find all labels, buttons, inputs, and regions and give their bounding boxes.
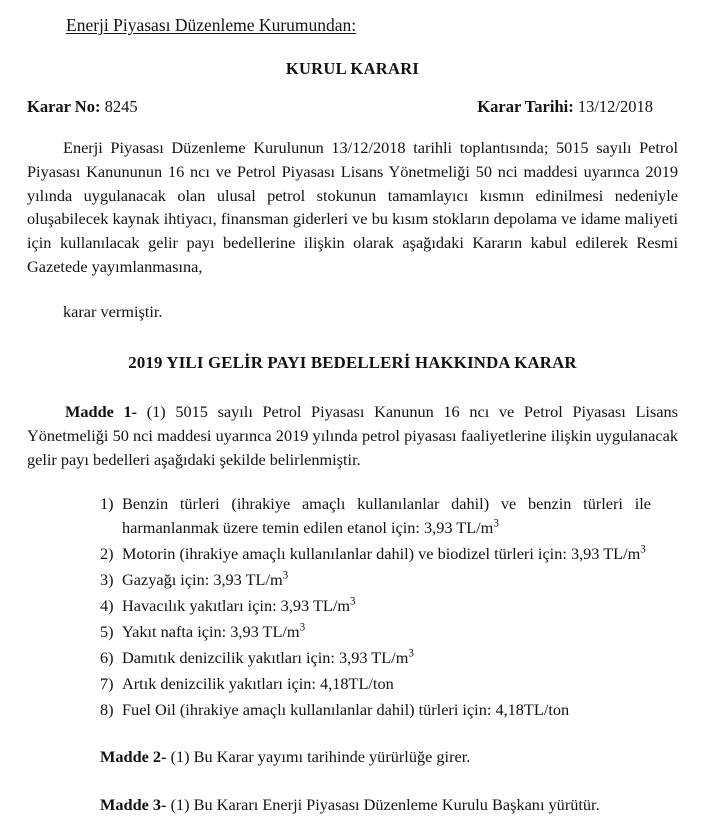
section-title: 2019 YILI GELİR PAYI BEDELLERİ HAKKINDA KARAR [128, 353, 577, 373]
madde-3-text: (1) Bu Kararı Enerji Piyasası Düzenleme Kurulu Başkanı yürütür. [170, 794, 600, 814]
madde-3-paragraph [27, 769, 678, 816]
madde-2-label: Madde 2- [100, 747, 167, 767]
unit-superscript: 3 [282, 569, 289, 582]
madde-3-label: Madde 3- [100, 794, 167, 814]
list-item [27, 646, 678, 669]
decision-date-value: 13/12/2018 [577, 96, 653, 116]
unit-superscript: 3 [299, 621, 306, 634]
list-item-text: Motorin (ihrakiye amaçlı kullanılanlar dahil) ve biodizel türleri için: 3,93 TL/m [122, 543, 641, 563]
issuing-agency-text: Enerji Piyasası Düzenleme Kurumundan: [66, 15, 357, 35]
list-item-marker: 4) [100, 595, 114, 615]
fuel-price-list [27, 471, 678, 721]
unit-superscript: 3 [493, 517, 499, 530]
decision-number [27, 97, 138, 118]
list-item-text: Havacılık yakıtları için: 3,93 TL/m [122, 595, 351, 615]
list-item-marker: 1) [100, 494, 114, 514]
intro-paragraph: Enerji Piyasası Düzenleme Kurulunun 13/12/2018 tarihli toplantısında; 5015 sayılı Petrol Piyasası Kanununun 16 ncı ve Petrol Piyasası Lisans Yönetmeliği 50 nci maddesi uyarınca 2019 yılında uygulanacak olan ulusal petrol stokunun tamamlayıcı kısmın edinilmesi nedeniyle oluşabilecek kaynak ihtiyacı, finansman giderleri ve bu kısım stokların depolama ve idame maliyeti için kullanılacak gelir payı bedellerine ilişkin olarak aşağıdaki Kararın kabul edilerek Resmi Gazetede yayımlanmasına, [27, 138, 678, 276]
list-item-text: Gazyağı için: 3,93 TL/m [122, 569, 283, 589]
unit-superscript: 3 [350, 595, 356, 608]
list-item-text: Yakıt nafta için: 3,93 TL/m [122, 621, 300, 641]
list-item [27, 542, 678, 565]
madde-2-paragraph [27, 723, 678, 768]
unit-superscript: 3 [640, 543, 646, 556]
madde-1-paragraph [27, 373, 678, 471]
decision-meta-row [0, 79, 705, 118]
list-item [27, 698, 678, 721]
list-item-marker: 7) [100, 673, 114, 693]
list-item-text: Artık denizcilik yakıtları için: 4,18TL/ton [122, 673, 394, 693]
list-item [27, 672, 678, 695]
list-item [27, 568, 678, 591]
list-item-marker: 3) [100, 569, 114, 589]
issuing-agency-line [0, 0, 705, 37]
list-item [27, 492, 678, 539]
list-item-marker: 8) [100, 699, 114, 719]
madde-2-text: (1) Bu Karar yayımı tarihinde yürürlüğe girer. [170, 747, 471, 767]
decision-date [477, 97, 678, 118]
list-item-text: Damıtık denizcilik yakıtları için: 3,93 TL/m [122, 647, 409, 667]
decision-date-label: Karar Tarihi: [477, 96, 574, 116]
document-body [0, 117, 705, 816]
decision-number-label: Karar No: [27, 96, 101, 116]
list-item [27, 620, 678, 643]
list-item-marker: 6) [100, 647, 114, 667]
list-item-marker: 2) [100, 543, 114, 563]
list-item-marker: 5) [100, 621, 114, 641]
unit-superscript: 3 [408, 647, 414, 660]
list-item [27, 594, 678, 617]
verdict-paragraph: karar vermiştir. [63, 301, 163, 321]
list-item-text: Benzin türleri (ihrakiye amaçlı kullanılanlar dahil) ve benzin türleri ile harmanlanmak üzere temin edilen etanol için: 3,93 TL/m [122, 494, 651, 537]
decision-number-value: 8245 [104, 96, 138, 116]
madde-1-text: (1) 5015 sayılı Petrol Piyasası Kanunun 16 ncı ve Petrol Piyasası Lisans Yönetmeliği 50 nci maddesi uyarınca 2019 yılında petrol piyasası faaliyetlerine ilişkin uygulanacak gelir payı bedelleri aşağıdaki şekilde belirlenmiştir. [27, 402, 678, 469]
list-item-text: Fuel Oil (ihrakiye amaçlı kullanılanlar dahil) türleri için: 4,18TL/ton [122, 699, 570, 719]
document-title: KURUL KARARI [285, 58, 420, 78]
madde-1-label: Madde 1- [65, 402, 138, 422]
